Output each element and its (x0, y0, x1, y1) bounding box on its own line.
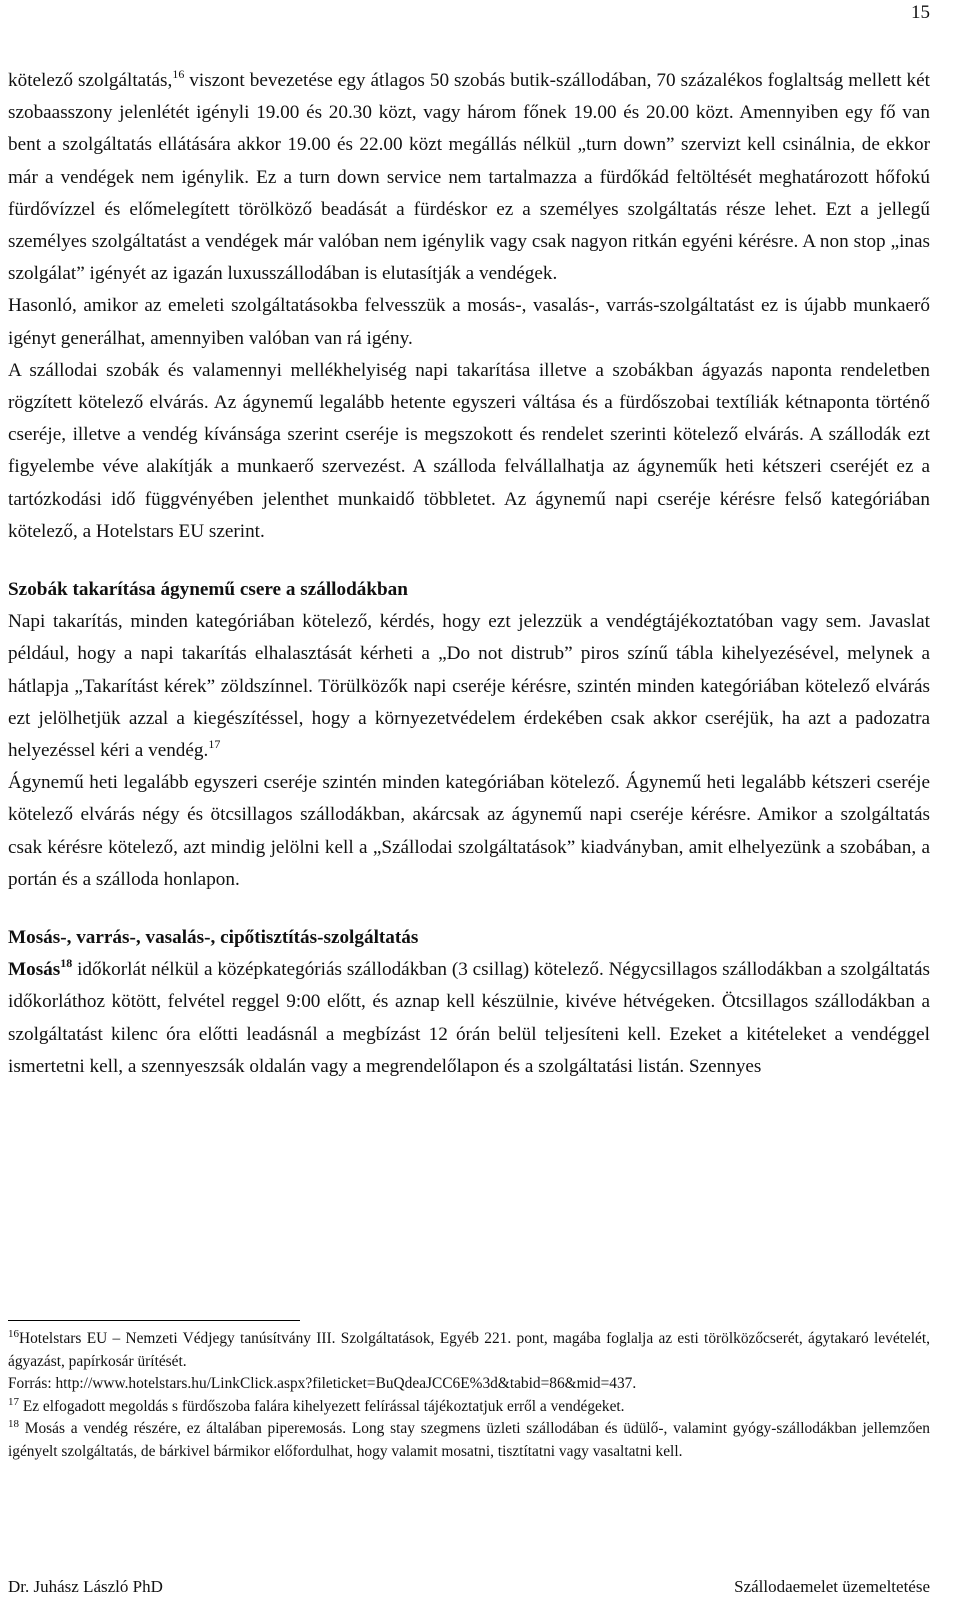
paragraph-2: Hasonló, amikor az emeleti szolgáltatásokba felvesszük a mosás-, vasalás-, varrás-szolgáltatást ez is újabb munkaerő igényt generálhat, amennyiben valóban van rá igény. (8, 295, 930, 349)
paragraph-1 (8, 65, 930, 290)
paragraph-3: A szállodai szobák és valamennyi mellékhelyiség napi takarítása illetve a szobákban ágyazás naponta rendeletben rögzített kötelező elvárás. Az ágynemű legalább hetente egyszeri váltása és a fürdőszobai textíliák kétnaponta történő cseréje, illetve a vendég kívánsága szerint cseréje is megszokott és rendelet szerinti kötelező elvárás. A szállodák ezt figyelembe véve alakítják a munkaerő szervezést. A szálloda felvállalhatja az ágyneműk heti kétszeri cseréjét ez a tartózkodási idő függvényében jelenthet munkaidő többletet. Az ágynemű napi cseréje kérésre felső kategóriában kötelező, a Hotelstars EU szerint. (8, 359, 930, 542)
footnote-ref-17[interactable]: 17 (208, 737, 221, 752)
footnote-18-number: 18 (8, 1418, 19, 1430)
footnote-18-text: Mosás a vendég részére, ez általában pipereмosás. Long stay szegmens üzleti szállodában és üdülő-, valamint gyógy-szállodákban jellemzően igényelt szolgáltatás, de bárkivel bármikor előfordulhat, hogy valamit mosatni, tisztítatni vagy vasaltatni kell. (8, 1420, 930, 1460)
footnote-16-source: Forrás: http://www.hotelstars.hu/LinkClick.aspx?fileticket=BuQdeaJCC6E%3d&tabid=86&mid=437. (8, 1375, 637, 1392)
footnote-18 (8, 1418, 930, 1463)
section-heading-room-cleaning: Szobák takarítása ágynemű csere a szállodákban (8, 579, 408, 601)
footnote-17 (8, 1396, 930, 1419)
footer-title: Szállodaemelet üzemeltetése (734, 1577, 930, 1596)
footer-author: Dr. Juhász László PhD (8, 1577, 163, 1596)
footnote-17-text: Ez elfogadott megoldás s fürdőszoba falára kihelyezett felírással tájékoztatjuk erről a vendégeket. (19, 1397, 625, 1415)
page-footer (8, 1577, 930, 1613)
paragraph-6-text: időkorlát nélkül a középkategóriás szállodákban (3 csillag) kötelező. Négycsillagos szállodákban a szolgáltatás időkorláthoz kötött, felvétel reggel 9:00 előtt, és aznap kell készülnie, kivéve hétvégeken. Ötcsillagos szállodákban a szolgáltatást kilenc óra előtti leadásnál a megbízást 12 órán belül teljesíteni kell. Ezeket a kitételeket a vendéggel ismertetni kell, a szennyeszsák oldalán vagy a megrendelőlapon és a szolgáltatási listán. Szennyes (8, 959, 930, 1077)
body-text (8, 65, 930, 1083)
footnote-16-number: 16 (8, 1328, 19, 1340)
footnote-16-text: Hotelstars EU – Nemzeti Védjegy tanúsítvány III. Szolgáltatások, Egyéb 221. pont, magába foglalja az esti törölközőcserét, ágytakaró levételét, ágyazást, papírkosár ürítését. (8, 1330, 930, 1370)
paragraph-4 (8, 606, 930, 767)
footnote-divider (8, 1320, 300, 1321)
footnote-ref-18[interactable]: 18 (60, 956, 73, 971)
paragraph-1-text-a: kötelező szolgáltatás, (8, 70, 173, 91)
footnotes (8, 1328, 930, 1463)
paragraph-6-lead: Mosás (8, 959, 61, 981)
paragraph-6 (8, 954, 930, 1083)
footnote-17-number: 17 (8, 1395, 19, 1408)
paragraph-4-text: Napi takarítás, minden kategóriában kötelező, kérdés, hogy ezt jelezzük a vendégtájékoztatóban vagy sem. Javaslat például, hogy a napi takarítás elhalasztását kérheti a „Do not distrub” piros színű tábla kihelyezésével, melynek a hátlapja „Takarítást kérek” zöldszínnel. Törülközők napi cseréje kérésre, szintén minden kategóriában kötelező elvárás ezt jelölhetjük azzal a kiegészítéssel, hogy a környezetvédelem érdekében csak akkor cseréjük, ha azt a padozatra helyezéssel kéri a vendég. (8, 611, 930, 762)
paragraph-1-text-b: viszont bevezetése egy átlagos 50 szobás butik-szállodában, 70 százalékos foglaltság mellett két szobaasszony jelenlétét igényli 19.00 és 20.30 közt, vagy három főnek 19.00 és 20.00 közt. Amennyiben egy fő van bent a szolgáltatás ellátására akkor 19.00 és 22.00 közt megállás nélkül „turn down” szervizt kell csinálnia, de ekkor már a vendégek nem igénylik. Ez a turn down service nem tartalmazza a fürdőkád feltöltését meghatározott hőfokú fürdővízzel és előmelegített törölköző beadását a fürdéskor ez a személyes szolgáltatás része lehet. Ezt a jellegű személyes szolgáltatást a vendégek már valóban nem igénylik vagy csak nagyon ritkán egyéni kérésre. A non stop „inas szolgálat” igényét az igazán luxusszállodában is elutasítják a vendégek. (8, 70, 930, 285)
paragraph-5: Ágynemű heti legalább egyszeri cseréje szintén minden kategóriában kötelező. Ágynemű heti legalább kétszeri cseréje kötelező elvárás négy és ötcsillagos szállodákban, akárcsak az ágynemű napi cseréje kérésre. Amikor a szolgáltatás csak kérésre kötelező, azt mindig jelölni kell a „Szállodai szolgáltatások” kiadványban, amit elhelyezünk a szobában, a portán és a szálloda honlapon. (8, 772, 930, 890)
page-number: 15 (911, 2, 930, 23)
footnote-16 (8, 1328, 930, 1373)
footnote-ref-16[interactable]: 16 (172, 67, 185, 81)
section-heading-laundry: Mosás-, varrás-, vasalás-, cipőtisztítás-szolgáltatás (8, 927, 419, 949)
